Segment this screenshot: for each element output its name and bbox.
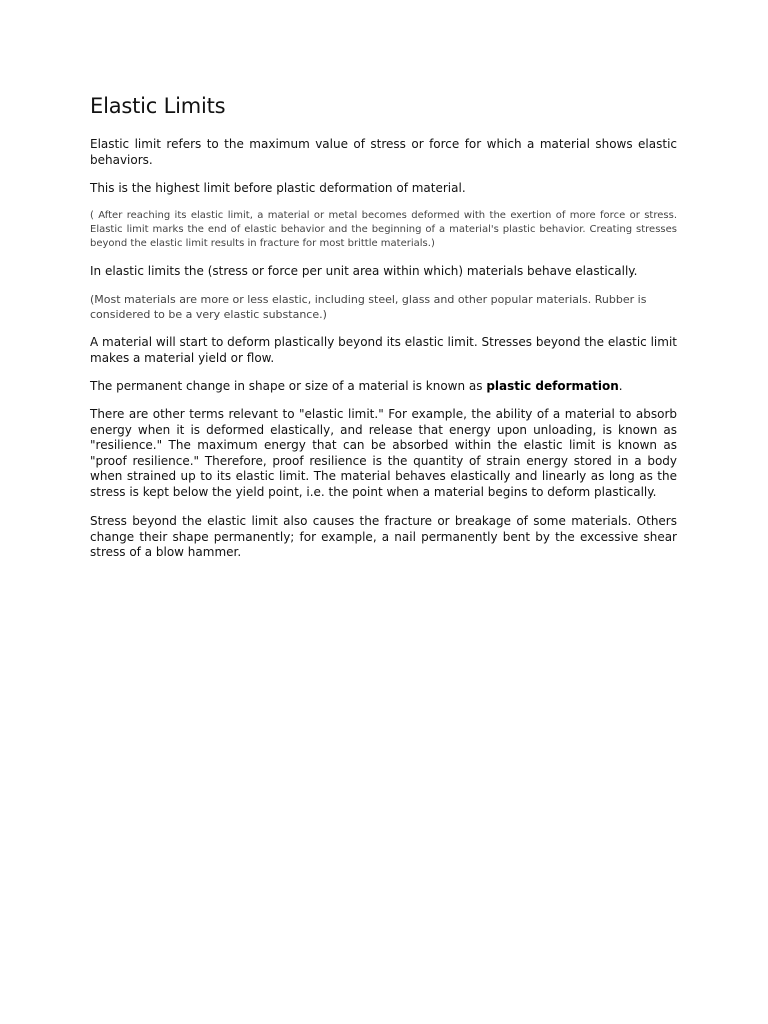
paragraph-after-elastic-limit: ( After reaching its elastic limit, a material or metal becomes deformed with the exertion of more force or stress. Elastic limit marks the end of elastic behavior and the beginning of a material's plastic behavior. Creating stresses beyond the elastic limit results in fracture for most brittle materials.) bbox=[90, 210, 677, 249]
paragraph-materials-note: (Most materials are more or less elastic, including steel, glass and other popular materials. Rubber is considered to be a very elastic substance.) bbox=[90, 293, 647, 321]
plastic-deformation-period: . bbox=[618, 379, 623, 393]
page-title: Elastic Limits bbox=[90, 94, 226, 118]
paragraph-elastic-limits-range: In elastic limits the (stress or force per unit area within which) materials behave elastically. bbox=[90, 264, 638, 278]
paragraph-deform-plastically: A material will start to deform plastically beyond its elastic limit. Stresses beyond the elastic limit makes a material yield or flow. bbox=[90, 335, 677, 365]
paragraph-definition: Elastic limit refers to the maximum value of stress or force for which a material shows elastic behaviors. bbox=[90, 137, 677, 167]
paragraph-highest-limit: This is the highest limit before plastic deformation of material. bbox=[90, 181, 466, 195]
paragraph-fracture: Stress beyond the elastic limit also causes the fracture or breakage of some materials. Others change their shape permanently; for example, a nail permanently bent by the excessive shear stress of a blow hammer. bbox=[90, 514, 677, 559]
plastic-deformation-lead-text: The permanent change in shape or size of a material is known as bbox=[90, 379, 487, 393]
plastic-deformation-term: plastic deformation bbox=[486, 379, 619, 393]
paragraph-plastic-deformation bbox=[90, 379, 677, 395]
paragraph-resilience: There are other terms relevant to "elastic limit." For example, the ability of a material to absorb energy when it is deformed elastically, and release that energy upon unloading, is known as "resilience." The maximum energy that can be absorbed within the elastic limit is known as "proof resilience." Therefore, proof resilience is the quantity of strain energy stored in a body when strained up to its elastic limit. The material behaves elastically and linearly as long as the stress is kept below the yield point, i.e. the point when a material begins to deform plastically. bbox=[90, 407, 677, 499]
